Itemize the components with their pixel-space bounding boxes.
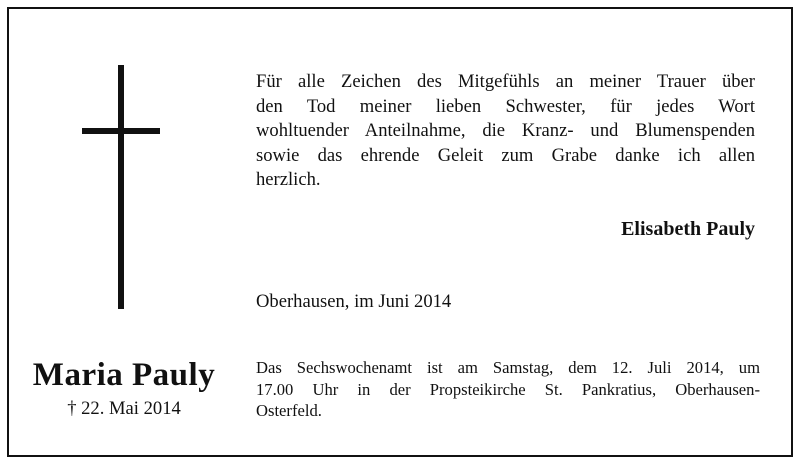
death-date: † 22. Mai 2014 [67, 398, 181, 419]
deceased-name: Maria Pauly [32, 357, 216, 393]
mass-line: 17.00 Uhr in der Propsteikirche St. Pankratius, Oberhausen- [256, 379, 760, 399]
thanks-line: den Tod meiner lieben Schwester, für jedes Wort [256, 95, 755, 117]
thanks-line: herzlich. [256, 169, 321, 190]
place-date: Oberhausen, im Juni 2014 [256, 291, 452, 312]
thanks-line: Für alle Zeichen des Mitgefühls an meiner Trauer über [256, 71, 755, 92]
signature: Elisabeth Pauly [621, 218, 755, 240]
thanks-line: wohltuender Anteilnahme, die Kranz- und Blumenspenden [256, 120, 755, 141]
thanks-line: sowie das ehrende Geleit zum Grabe danke ich allen [256, 144, 755, 166]
cross-vertical-bar [118, 65, 124, 309]
deceased-block [24, 355, 224, 420]
mass-line: Osterfeld. [256, 401, 322, 420]
mass-line: Das Sechswochenamt ist am Samstag, dem 12. Juli 2014, um [256, 358, 760, 377]
cross-horizontal-bar [82, 128, 160, 134]
mass-announcement [256, 357, 760, 422]
thanks-text [256, 70, 755, 193]
